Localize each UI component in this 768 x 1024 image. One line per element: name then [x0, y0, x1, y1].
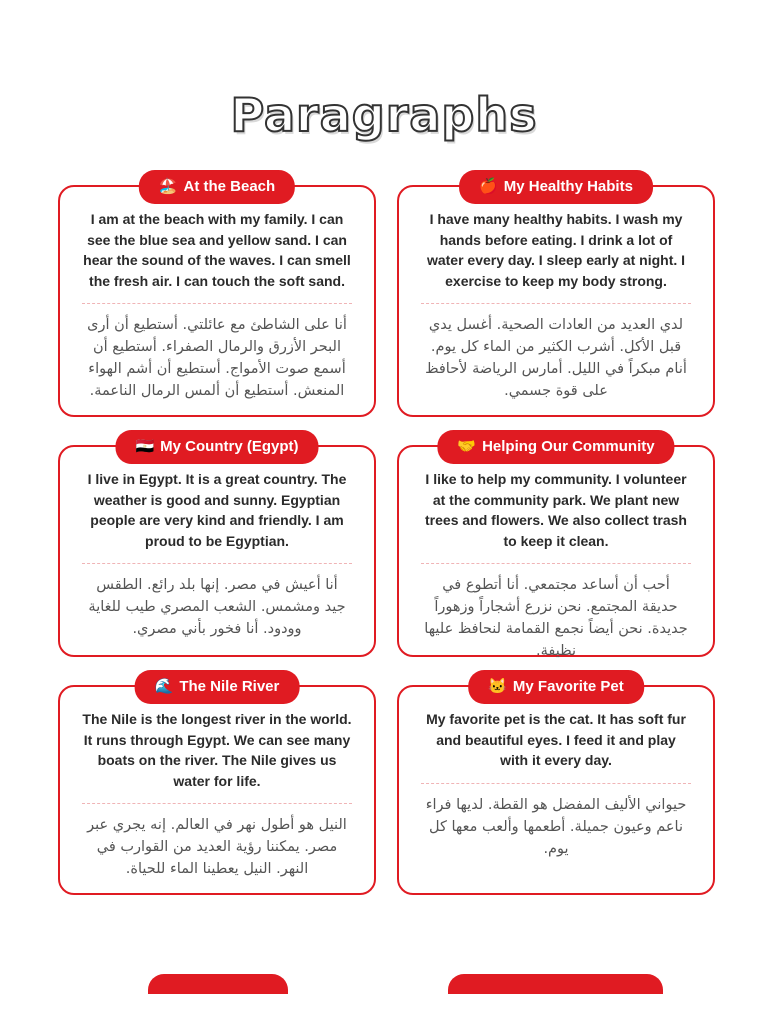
- card-heading-badge: [468, 670, 644, 704]
- card-heading-badge: [135, 670, 300, 704]
- paragraph-card-pet: [397, 678, 715, 895]
- card-heading: My Country (Egypt): [160, 438, 299, 455]
- page-title: Paragraphs: [230, 88, 538, 142]
- dashed-divider: [421, 303, 691, 304]
- paragraph-card-community: [397, 438, 715, 659]
- dashed-divider: [421, 783, 691, 784]
- card-heading-badge: [437, 430, 674, 464]
- paragraph-card-egypt: [58, 438, 376, 657]
- card-heading: Helping Our Community: [482, 438, 655, 455]
- next-card-badge-partial: [148, 974, 288, 994]
- next-card-badge-partial: [448, 974, 663, 994]
- arabic-paragraph: أنا أعيش في مصر. إنها بلد رائع. الطقس جيد ومشمس. الشعب المصري طيب للغاية وودود. أنا فخور بأني مصري.: [88, 577, 346, 637]
- paragraph-card-beach: [58, 178, 376, 417]
- dashed-divider: [82, 803, 352, 804]
- arabic-paragraph: أنا على الشاطئ مع عائلتي. أستطيع أن أرى البحر الأزرق والرمال الصفراء. أستطيع أن أسمع صوت الأمواج. أستطيع أن أشم الهواء المنعش. أستطيع أن ألمس الرمال الناعمة.: [87, 317, 347, 399]
- dashed-divider: [82, 563, 352, 564]
- egypt-flag-icon: 🇪🇬: [135, 438, 155, 455]
- cat-icon: 🐱: [488, 678, 507, 695]
- dashed-divider: [421, 563, 691, 564]
- arabic-paragraph: أحب أن أساعد مجتمعي. أنا أتطوع في حديقة المجتمع. نحن نزرع أشجاراً وزهوراً جديدة. نحن أيضاً نجمع القمامة لنحافظ عليها نظيفة.: [424, 577, 688, 659]
- english-paragraph: I am at the beach with my family. I can see the blue sea and yellow sand. I can hear the sound of the waves. I can smell the fresh air. I can touch the soft sand.: [83, 211, 351, 289]
- card-heading: My Healthy Habits: [503, 178, 633, 195]
- paragraph-card-nile: [58, 678, 376, 895]
- card-heading-badge: [459, 170, 653, 204]
- english-paragraph: I like to help my community. I volunteer at the community park. We plant new trees and flowers. We also collect trash to keep it clean.: [425, 471, 687, 549]
- arabic-paragraph: النيل هو أطول نهر في العالم. إنه يجري عبر مصر. يمكننا رؤية العديد من القوارب في النهر. النيل يعطينا الماء للحياة.: [87, 817, 347, 877]
- beach-umbrella-icon: 🏖️: [158, 178, 178, 195]
- arabic-paragraph: لدي العديد من العادات الصحية. أغسل يدي قبل الأكل. أشرب الكثير من الماء كل يوم. أنام مبكراً في الليل. أمارس الرياضة لأحافظ على قوة جسمي.: [425, 317, 687, 399]
- english-paragraph: My favorite pet is the cat. It has soft fur and beautiful eyes. I feed it and play with it every day.: [426, 711, 686, 768]
- card-heading: My Favorite Pet: [512, 678, 624, 695]
- dashed-divider: [82, 303, 352, 304]
- card-heading: At the Beach: [183, 178, 276, 195]
- wave-icon: 🌊: [154, 678, 174, 695]
- english-paragraph: I have many healthy habits. I wash my hands before eating. I drink a lot of water every day. I sleep early at night. I exercise to keep my body strong.: [426, 211, 686, 289]
- card-heading-badge: [115, 430, 318, 464]
- english-paragraph: I live in Egypt. It is a great country. The weather is good and sunny. Egyptian people are very kind and friendly. I am proud to be Egyptian.: [87, 471, 347, 549]
- paragraph-card-healthy-habits: [397, 178, 715, 417]
- english-paragraph: The Nile is the longest river in the world. It runs through Egypt. We can see many boats on the river. The Nile gives us water for life.: [82, 711, 352, 789]
- card-heading: The Nile River: [179, 678, 280, 695]
- arabic-paragraph: حيواني الأليف المفضل هو القطة. لديها فراء ناعم وعيون جميلة. أطعمها وألعب معها كل يوم.: [425, 796, 687, 857]
- handshake-icon: 🤝: [457, 438, 477, 455]
- apple-icon: 🍎: [479, 178, 498, 195]
- card-heading-badge: [139, 170, 295, 204]
